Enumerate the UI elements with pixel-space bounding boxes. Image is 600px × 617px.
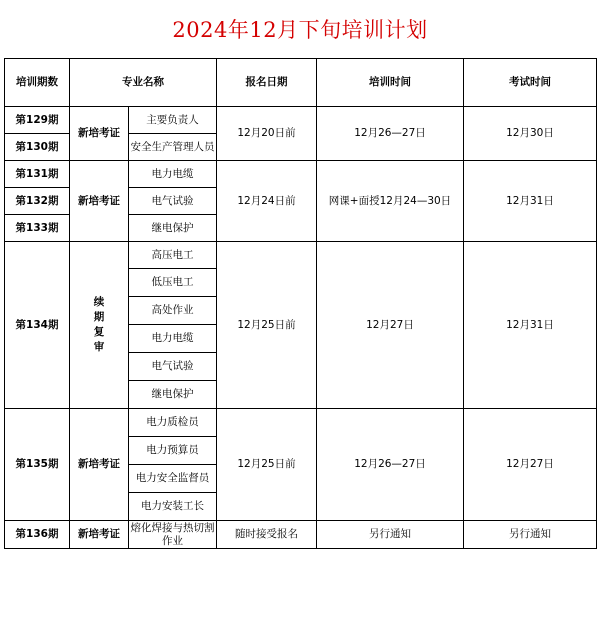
period-cell: 第130期 [5, 134, 70, 161]
training-cell: 网课+面授12月24—30日 [317, 161, 464, 242]
category-label: 续期复审 [93, 296, 105, 353]
header-exam: 考试时间 [464, 59, 597, 107]
table-row [5, 161, 597, 188]
major-cell: 电力安全监督员 [129, 465, 217, 493]
register-cell: 随时接受报名 [217, 521, 317, 549]
table-row [5, 521, 597, 549]
exam-cell: 12月27日 [464, 409, 597, 521]
major-label: 熔化焊接与热切割作业 [130, 521, 215, 547]
major-cell: 主要负责人 [129, 107, 217, 134]
training-cell: 12月26—27日 [317, 107, 464, 161]
major-cell [129, 134, 217, 161]
table-header-row [5, 59, 597, 107]
major-cell: 电力质检员 [129, 409, 217, 437]
header-period: 培训期数 [5, 59, 70, 107]
training-cell: 12月26—27日 [317, 409, 464, 521]
major-cell: 电力电缆 [129, 161, 217, 188]
header-register: 报名日期 [217, 59, 317, 107]
period-cell: 第136期 [5, 521, 70, 549]
period-cell: 第134期 [5, 242, 70, 409]
major-cell: 高处作业 [129, 297, 217, 325]
period-cell: 第135期 [5, 409, 70, 521]
period-cell: 第131期 [5, 161, 70, 188]
table-row [5, 242, 597, 269]
period-cell: 第133期 [5, 215, 70, 242]
table-row [5, 409, 597, 437]
table-row [5, 107, 597, 134]
major-cell [129, 521, 217, 549]
register-cell: 12月25日前 [217, 409, 317, 521]
major-cell: 电气试验 [129, 188, 217, 215]
category-cell: 新培考证 [70, 161, 129, 242]
exam-cell: 12月30日 [464, 107, 597, 161]
category-cell [70, 242, 129, 409]
category-cell: 新培考证 [70, 409, 129, 521]
category-cell: 新培考证 [70, 521, 129, 549]
major-cell: 电力预算员 [129, 437, 217, 465]
period-cell: 第129期 [5, 107, 70, 134]
register-cell: 12月24日前 [217, 161, 317, 242]
register-cell: 12月20日前 [217, 107, 317, 161]
category-cell: 新培考证 [70, 107, 129, 161]
major-cell: 电气试验 [129, 353, 217, 381]
page-title: 2024年12月下旬培训计划 [172, 18, 428, 42]
exam-cell: 另行通知 [464, 521, 597, 549]
major-cell: 继电保护 [129, 381, 217, 409]
major-cell: 继电保护 [129, 215, 217, 242]
header-major: 专业名称 [70, 59, 217, 107]
training-schedule-table [4, 58, 597, 549]
exam-cell: 12月31日 [464, 242, 597, 409]
period-cell: 第132期 [5, 188, 70, 215]
training-cell: 另行通知 [317, 521, 464, 549]
major-cell: 低压电工 [129, 269, 217, 297]
register-cell: 12月25日前 [217, 242, 317, 409]
major-cell: 电力安装工长 [129, 493, 217, 521]
exam-cell: 12月31日 [464, 161, 597, 242]
major-label: 安全生产管理人员 [130, 140, 215, 153]
header-training: 培训时间 [317, 59, 464, 107]
major-cell: 电力电缆 [129, 325, 217, 353]
training-cell: 12月27日 [317, 242, 464, 409]
major-cell: 高压电工 [129, 242, 217, 269]
